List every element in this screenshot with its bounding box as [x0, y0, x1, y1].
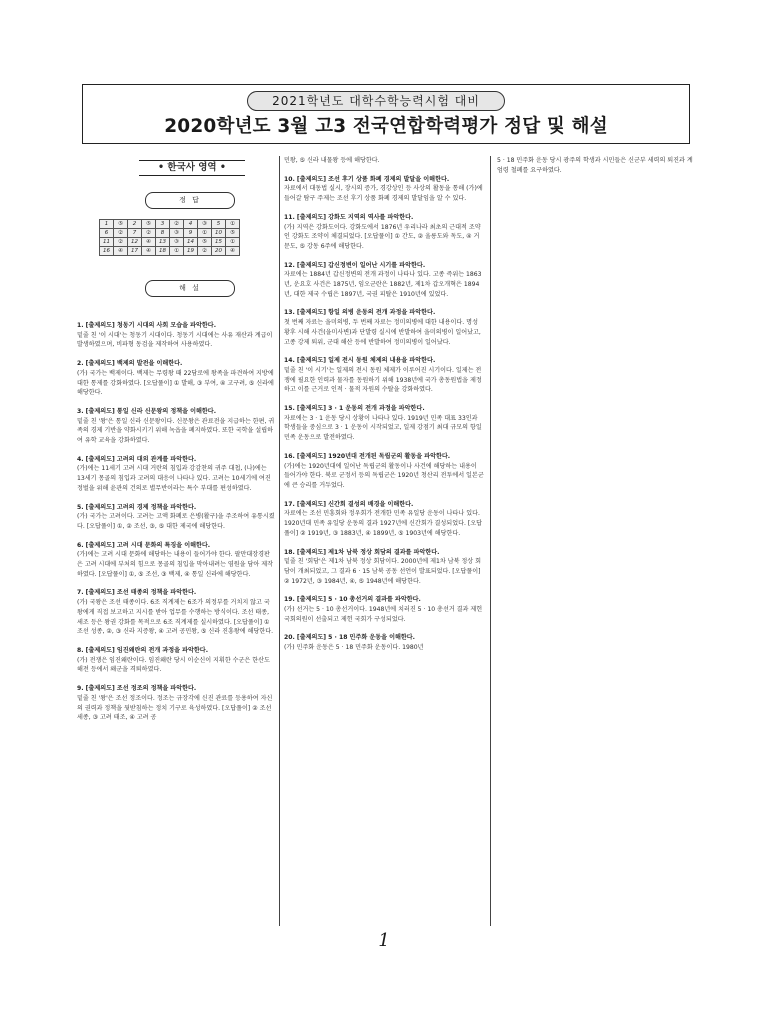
answer-choice: ⑤	[198, 238, 212, 247]
question-number: 14	[184, 238, 198, 247]
item-body: 밑줄 친 '이 시기'는 일제의 전시 동원 체제가 이루어진 시기이다. 일제는 전쟁에 필요한 인력과 물자를 동원하기 위해 1938년에 국가 총동원법을 제정하고 이를 근거로 인적 · 물적 자원의 수탈을 강화하였다.	[284, 366, 482, 394]
column-1	[77, 156, 275, 732]
page-title: 2020학년도 3월 고3 전국연합학력평가 정답 및 해설	[164, 116, 608, 137]
item-body: 자료에는 조선 민흥회와 정우회가 전개한 민족 유일당 운동이 나타나 있다. 1920년대 민족 유일당 운동의 결과 1927년에 신간회가 결성되었다. [오답풀이] ② 1919년, ③ 1883년, ④ 1899년, ⑤ 1903년에 해당한다.	[284, 510, 482, 537]
explanation-item	[284, 404, 484, 443]
section-title: • 한국사 영역 •	[139, 160, 245, 176]
explanation-item	[77, 455, 275, 494]
item-body: 자료에는 1884년 갑신정변의 전개 과정이 나타나 있다. 고종 즉위는 1863년, 운요호 사건은 1875년, 임오군란은 1882년, 제1차 갑오개혁은 1894년, 대한 제국 수립은 1897년, 국권 피탈은 1910년에 있었다.	[284, 271, 482, 298]
question-number: 8	[156, 229, 170, 238]
explanation-item	[284, 356, 484, 395]
answer-choice: ③	[198, 220, 212, 229]
answer-choice: ③	[170, 238, 184, 247]
explanation-item	[284, 261, 484, 300]
item-heading: 11. [출제의도] 강화도 지역의 역사를 파악한다.	[284, 213, 414, 221]
question-number: 13	[156, 238, 170, 247]
explanation-item	[77, 646, 275, 675]
answer-choice: ②	[170, 220, 184, 229]
explanation-item	[77, 407, 275, 446]
question-number: 5	[212, 220, 226, 229]
explanation-item	[77, 541, 275, 580]
item-heading: 17. [출제의도] 신간회 결성의 배경을 이해한다.	[284, 500, 414, 508]
item-heading: 6. [출제의도] 고려 시대 문화의 특징을 이해한다.	[77, 541, 211, 549]
column-divider	[279, 156, 280, 926]
item-body: 밑줄 친 '회담'은 제1차 남북 정상 회담이다. 2000년에 제1차 남북 정상 회담이 개최되었고, 그 결과 6 · 15 남북 공동 선언이 발표되었다. [오답풀이] ② 1972년, ③ 1984년, ④, ⑤ 1948년에 해당한다.	[284, 558, 482, 585]
item-body: 첫 번째 자료는 을미의병, 두 번째 자료는 정미의병에 대한 내용이다. 명성 황후 시해 사건(을미사변)과 단발령 실시에 반발하여 을미의병이 일어났고, 고종 강제 퇴위, 군대 해산 등에 반발하여 정미의병이 일어났다.	[284, 319, 481, 346]
item-heading: 15. [출제의도] 3 · 1 운동의 전개 과정을 파악한다.	[284, 405, 425, 413]
answer-row	[100, 238, 240, 247]
answer-choice: ⑤	[142, 220, 156, 229]
answer-choice: ④	[114, 247, 128, 256]
column-2-lead: 민왕, ⑤ 신라 내물왕 등에 해당한다.	[284, 157, 380, 164]
item-heading: 14. [출제의도] 일제 전시 동원 체제의 내용을 파악한다.	[284, 357, 436, 365]
item-heading: 1. [출제의도] 청동기 시대의 사회 모습을 파악한다.	[77, 322, 217, 329]
question-number: 3	[156, 220, 170, 229]
explanation-item	[284, 213, 484, 252]
explanation-item	[284, 308, 484, 347]
item-body: 자료에서 대동법 실시, 장시의 증가, 경강상인 등 사상의 활동을 통해 (가)에 들어갈 탐구 주제는 조선 후기 상품 화폐 경제의 발달임을 알 수 있다.	[284, 185, 483, 203]
item-body: (가) 국가는 백제이다. 백제는 무령왕 때 22담로에 왕족을 파견하여 지방에 대한 통제를 강화하였다. [오답풀이] ① 발해, ③ 부여, ④ 고구려, ⑤ 신라에 해당한다.	[77, 369, 274, 397]
question-number: 12	[128, 238, 142, 247]
item-body: 밑줄 친 '왕'은 조선 정조이다. 정조는 규장각에 신진 관료를 등용하여 자신의 권력과 정책을 뒷받침하는 정치 기구로 육성하였다. [오답풀이] ② 조선 세종, ③ 고려 태조, ④ 고려 공	[77, 694, 273, 722]
item-heading: 4. [출제의도] 고려의 대외 관계를 파악한다.	[77, 455, 197, 463]
item-body: 밑줄 친 '왕'은 통일 신라 신문왕이다. 신문왕은 관료전을 지급하는 한편, 귀족의 경제 기반을 약화시키기 위해 녹읍을 폐지하였다. 또한 국학을 설립하여 유학 교육을 강화하였다.	[77, 417, 275, 445]
item-heading: 7. [출제의도] 조선 태종의 정책을 파악한다.	[77, 589, 197, 597]
answer-choice: ②	[198, 247, 212, 256]
answer-choice: ②	[142, 229, 156, 238]
answer-choice: ④	[142, 247, 156, 256]
item-heading: 8. [출제의도] 임진왜란의 전개 과정을 파악한다.	[77, 646, 209, 654]
item-heading: 16. [출제의도] 1920년대 전개된 독립군의 활동을 파악한다.	[284, 452, 451, 460]
question-number: 17	[128, 247, 142, 256]
column-2-items	[284, 175, 484, 653]
answer-choice: ⑤	[226, 229, 240, 238]
item-heading: 20. [출제의도] 5 · 18 민주화 운동을 이해한다.	[284, 634, 415, 642]
item-heading: 19. [출제의도] 5 · 10 총선거의 결과를 파악한다.	[284, 596, 421, 604]
explanation-item	[77, 588, 275, 637]
item-heading: 2. [출제의도] 백제의 발전을 이해한다.	[77, 360, 183, 368]
item-body: (가)에는 11세기 고려 시대 거란의 침입과 강감찬의 귀주 대첩, (나)에는 13세기 몽골의 침입과 고려의 대응이 나타나 있다. 고려는 10세기에 여진 정벌을 위해 윤관의 건의로 별무반이라는 특수 부대를 편성하였다.	[77, 465, 271, 492]
question-number: 2	[128, 220, 142, 229]
answer-choice: ②	[114, 238, 128, 247]
question-number: 19	[184, 247, 198, 256]
answer-choice: ①	[198, 229, 212, 238]
column-divider	[490, 156, 491, 926]
answer-row	[100, 247, 240, 256]
item-body: (가) 지역은 강화도이다. 강화도에서 1876년 우리나라 최초의 근대적 조약인 강화도 조약이 체결되었다. [오답풀이] ① 간도, ② 울릉도와 독도, ④ 거문도, ⑤ 강동 6주에 해당한다.	[284, 223, 481, 250]
answer-row	[100, 220, 240, 229]
column-2	[284, 156, 484, 662]
item-body: (가) 국가는 고려이다. 고려는 고액 화폐로 은병(활구)을 주조하여 유통시켰다. [오답풀이] ①, ② 조선, ③, ⑤ 대한 제국에 해당한다.	[77, 513, 275, 530]
question-number: 6	[100, 229, 114, 238]
answer-choice: ④	[142, 238, 156, 247]
question-number: 7	[128, 229, 142, 238]
answer-row	[100, 229, 240, 238]
item-body: (가) 민주화 운동은 5 · 18 민주화 운동이다. 1980년	[284, 644, 424, 652]
item-heading: 5. [출제의도] 고려의 경제 정책을 파악한다.	[77, 503, 197, 511]
explanation-item	[284, 452, 484, 491]
item-heading: 12. [출제의도] 갑신정변이 일어난 시기를 파악한다.	[284, 261, 426, 269]
page-number: 1	[378, 930, 390, 951]
explanation-item	[77, 321, 275, 350]
explanation-item	[284, 595, 484, 624]
explanation-item	[284, 548, 484, 587]
explanation-item	[284, 633, 484, 652]
explanation-item	[284, 500, 484, 539]
answer-choice: ③	[170, 229, 184, 238]
answer-table	[99, 219, 240, 256]
answer-choice: ⑤	[114, 220, 128, 229]
answer-choice: ①	[226, 220, 240, 229]
exam-subtitle: 2021학년도 대학수학능력시험 대비	[247, 91, 505, 111]
question-number: 9	[184, 229, 198, 238]
question-number: 15	[212, 238, 226, 247]
item-body: (가) 국왕은 조선 태종이다. 6조 직계제는 6조가 의정부를 거치지 않고 국왕에게 직접 보고하고 지시를 받아 업무를 수행하는 방식이다. 조선 태종, 세조 등은 왕권 강화를 목적으로 6조 직계제를 실시하였다. [오답풀이] ① 조선 성종, ②, ③ 신라 지증왕, ④ 고려 공민왕, ⑤ 신라 진흥왕에 해당한다.	[77, 599, 274, 636]
question-number: 11	[100, 238, 114, 247]
answer-choice: ①	[170, 247, 184, 256]
item-body: (가)에는 고려 시대 문화에 해당하는 내용이 들어가야 한다. 팔만대장경판은 고려 시대에 부처의 힘으로 몽골의 침입을 막아내려는 염원을 담아 제작하였다. [오답풀이] ①, ⑤ 조선, ③ 백제, ④ 통일 신라에 해당한다.	[77, 551, 273, 578]
answer-choice: ①	[226, 238, 240, 247]
question-number: 20	[212, 247, 226, 256]
answer-choice: ④	[226, 247, 240, 256]
question-number: 10	[212, 229, 226, 238]
item-heading: 13. [출제의도] 항일 의병 운동의 전개 과정을 파악한다.	[284, 309, 436, 317]
item-heading: 18. [출제의도] 제1차 남북 정상 회담의 결과를 파악한다.	[284, 548, 440, 556]
explanation-item	[284, 175, 484, 204]
question-number: 18	[156, 247, 170, 256]
item-body: (가) 선거는 5 · 10 총선거이다. 1948년에 치러진 5 · 10 총선거 결과 제헌 국회의원이 선출되고 제헌 국회가 구성되었다.	[284, 606, 483, 623]
explanation-label: 해 설	[145, 280, 235, 297]
explanation-item	[77, 684, 275, 723]
explanation-item	[77, 359, 275, 398]
question-number: 4	[184, 220, 198, 229]
item-body: 자료에는 3 · 1 운동 당시 상황이 나타나 있다. 1919년 민족 대표 33인과 학생들을 중심으로 3 · 1 운동이 시작되었고, 일제 강점기 최대 규모의 항일 민족 운동으로 발전하였다.	[284, 414, 482, 442]
column-1-items	[77, 321, 275, 723]
item-heading: 9. [출제의도] 조선 정조의 정책을 파악한다.	[77, 685, 197, 693]
item-heading: 3. [출제의도] 통일 신라 신문왕의 정책을 이해한다.	[77, 407, 217, 415]
column-3	[497, 156, 695, 184]
item-body: (가)에는 1920년대에 일어난 독립군의 활동이나 사건에 해당하는 내용이 들어가야 한다. 북로 군정서 등의 독립군은 1920년 청산리 전투에서 일본군에 큰 승리를 거두었다.	[284, 462, 484, 489]
question-number: 1	[100, 220, 114, 229]
header-box	[82, 84, 690, 144]
item-body: (가) 전쟁은 임진왜란이다. 임진왜란 당시 이순신이 지휘한 수군은 한산도 해전 등에서 왜군을 격퇴하였다.	[77, 656, 270, 674]
explanation-item	[77, 503, 275, 532]
column-3-lead: 5 · 18 민주화 운동 당시 광주의 학생과 시민들은 신군부 세력의 퇴진과 계엄령 철폐를 요구하였다.	[497, 157, 693, 174]
item-body: 밑줄 친 '이 시대'는 청동기 시대이다. 청동기 시대에는 사유 재산과 계급이 발생하였으며, 비파형 동검을 제작하여 사용하였다.	[77, 331, 273, 349]
answer-choice: ②	[114, 229, 128, 238]
item-heading: 10. [출제의도] 조선 후기 상품 화폐 경제의 발달을 이해한다.	[284, 175, 450, 183]
question-number: 16	[100, 247, 114, 256]
answer-label: 정 답	[145, 192, 235, 209]
